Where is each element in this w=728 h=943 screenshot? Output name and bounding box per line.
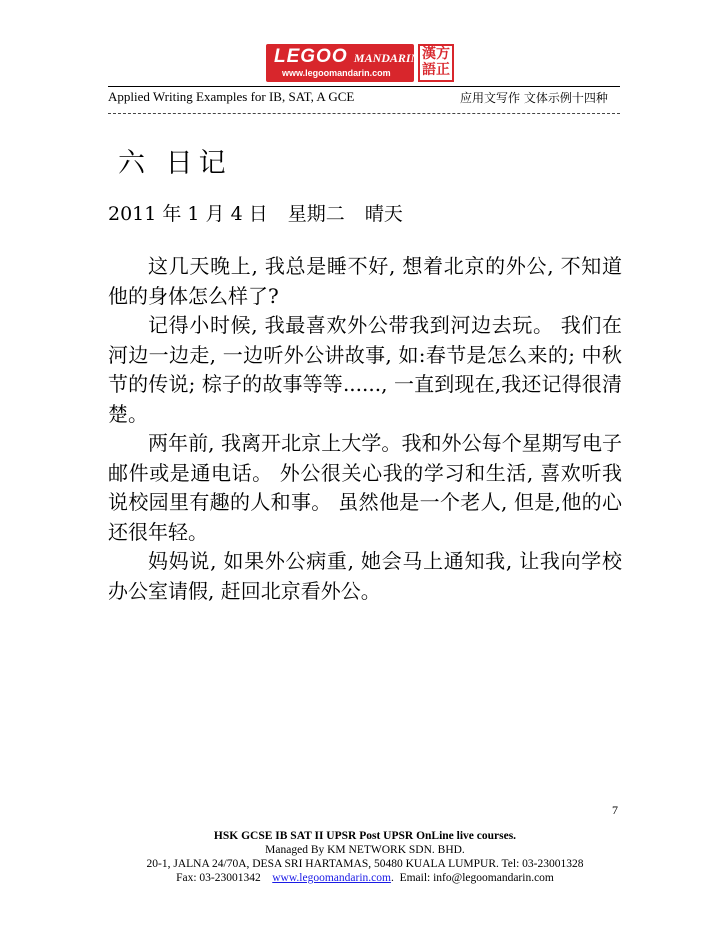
diary-weekday: 星期二 bbox=[287, 203, 345, 225]
paragraph: 两年前, 我离开北京上大学。我和外公每个星期写电子邮件或是通电话。 外公很关心我的学习和生活, 喜欢听我说校园里有趣的人和事。 虽然他是一个老人, 但是,他的心还很年轻。 bbox=[108, 431, 622, 544]
footer-courses: HSK GCSE IB SAT II UPSR Post UPSR OnLine live courses. bbox=[213, 830, 517, 842]
paragraph: 记得小时候, 我最喜欢外公带我到河边去玩。 我们在河边一边走, 一边听外公讲故事, 如:春节是怎么来的; 中秋节的传说; 棕子的故事等等......, 一直到现在,我还记得很清楚。 bbox=[108, 313, 622, 426]
logo-brand-suffix: MANDARIN bbox=[353, 51, 420, 65]
diary-date: 2011 年 1 月 4 日 bbox=[108, 203, 268, 225]
diary-date-line bbox=[108, 199, 403, 226]
page-footer bbox=[108, 829, 622, 885]
logo-url: www.legoomandarin.com bbox=[282, 68, 391, 78]
header-title-chinese: 应用文写作 文体示例十四种 bbox=[460, 91, 608, 105]
footer-contact: Fax: 03-23001342 www.legoomandarin.com. Email: info@legoomandarin.com bbox=[176, 872, 554, 884]
paragraph: 妈妈说, 如果外公病重, 她会马上通知我, 让我向学校办公室请假, 赶回北京看外公。 bbox=[108, 549, 622, 603]
logo-banner bbox=[266, 44, 420, 82]
seal-char: 方 bbox=[436, 46, 450, 62]
seal-stamp bbox=[418, 44, 454, 82]
document-title: 六 日记 bbox=[118, 148, 232, 179]
header-title-english: Applied Writing Examples for IB, SAT, A GCE bbox=[108, 89, 355, 104]
footer-managed-by: Managed By KM NETWORK SDN. BHD. bbox=[265, 844, 465, 856]
header-top-rule bbox=[108, 86, 620, 87]
footer-fax: Fax: 03-23001342 bbox=[176, 872, 261, 884]
footer-address: 20-1, JALNA 24/70A, DESA SRI HARTAMAS, 50480 KUALA LUMPUR. Tel: 03-23001328 bbox=[146, 858, 584, 870]
paragraph: 这几天晚上, 我总是睡不好, 想着北京的外公, 不知道他的身体怎么样了? bbox=[108, 254, 622, 308]
diary-body bbox=[108, 252, 622, 606]
diary-weather: 晴天 bbox=[364, 203, 403, 225]
page-number: 7 bbox=[612, 803, 618, 817]
brand-logo bbox=[266, 44, 462, 82]
logo-brand-text bbox=[274, 46, 419, 68]
seal-char: 正 bbox=[436, 62, 450, 78]
logo-brand: LEGOO bbox=[274, 46, 348, 67]
footer-email: Email: info@legoomandarin.com bbox=[399, 872, 554, 884]
seal-char: 語 bbox=[422, 62, 436, 78]
seal-char: 漢 bbox=[422, 46, 436, 62]
footer-website-link[interactable]: www.legoomandarin.com bbox=[272, 872, 391, 884]
header-divider bbox=[108, 113, 620, 114]
